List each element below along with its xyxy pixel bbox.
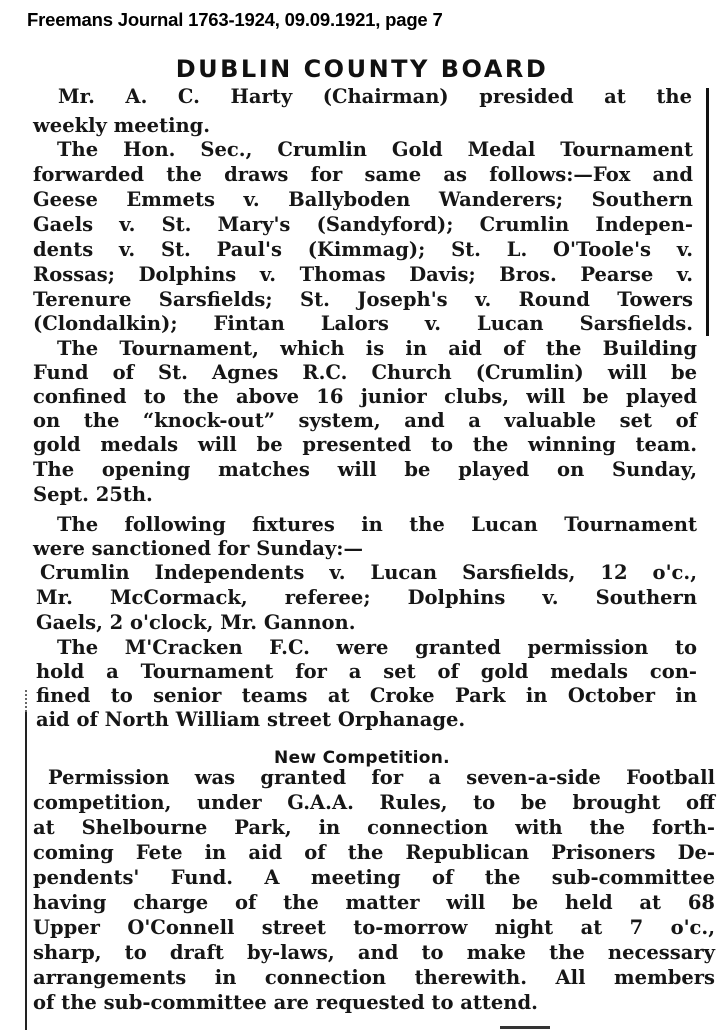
article-text-line: Rossas; Dolphins v. Thomas Davis; Bros. Pearse v. bbox=[33, 263, 693, 286]
article-text-line: Upper O'Connell street to-morrow night at 7 o'c., bbox=[33, 916, 715, 939]
article-subheading: New Competition. bbox=[274, 748, 450, 768]
article-text-line: Terenure Sarsfields; St. Joseph's v. Round Towers bbox=[33, 288, 693, 311]
article-text-line: aid of North William street Orphanage. bbox=[36, 708, 466, 731]
article-text-line: on the “knock-out” system, and a valuable set of bbox=[33, 409, 697, 432]
article-text-line: Mr. A. C. Harty (Chairman) presided at the bbox=[58, 85, 692, 108]
article-text-line: Mr. McCormack, referee; Dolphins v. Southern bbox=[36, 586, 697, 609]
article-text-line: having charge of the matter will be held at 68 bbox=[33, 891, 715, 914]
article-text-line: The opening matches will be played on Sunday, bbox=[33, 458, 697, 481]
article-text-line: weekly meeting. bbox=[33, 114, 211, 137]
article-text-line: arrangements in connection therewith. All members bbox=[33, 966, 715, 989]
article-text-line: competition, under G.A.A. Rules, to be brought off bbox=[33, 791, 715, 814]
article-text-line: Gaels, 2 o'clock, Mr. Gannon. bbox=[36, 611, 356, 634]
article-text-line: The Tournament, which is in aid of the Building bbox=[57, 337, 697, 360]
article-text-line: of the sub-committee are requested to attend. bbox=[33, 991, 538, 1014]
article-text-line: Sept. 25th. bbox=[33, 483, 153, 506]
source-caption: Freemans Journal 1763-1924, 09.09.1921, page 7 bbox=[27, 9, 443, 30]
article-text-line: confined to the above 16 junior clubs, will be played bbox=[33, 385, 697, 408]
article-text-line: The following fixtures in the Lucan Tournament bbox=[57, 513, 697, 536]
article-text-line: gold medals will be presented to the winning team. bbox=[33, 433, 697, 456]
article-text-line: coming Fete in aid of the Republican Prisoners De- bbox=[33, 841, 715, 864]
article-text-line: The M'Cracken F.C. were granted permission to bbox=[57, 636, 697, 659]
article-text-line: fined to senior teams at Croke Park in October in bbox=[36, 684, 697, 707]
column-rule-left-dotted bbox=[25, 690, 29, 712]
article-text-line: Crumlin Independents v. Lucan Sarsfields, 12 o'c., bbox=[40, 561, 697, 584]
article-text-line: dents v. St. Paul's (Kimmag); St. L. O'Toole's v. bbox=[33, 238, 693, 261]
column-rule-right bbox=[706, 88, 709, 336]
article-text-line: sharp, to draft by-laws, and to make the necessary bbox=[33, 941, 715, 964]
bottom-rule bbox=[500, 1026, 550, 1029]
article-text-line: Geese Emmets v. Ballyboden Wanderers; Southern bbox=[33, 188, 693, 211]
article-text-line: Fund of St. Agnes R.C. Church (Crumlin) will be bbox=[33, 361, 697, 384]
article-text-line: forwarded the draws for same as follows:—Fox and bbox=[33, 163, 693, 186]
article-text-line: pendents' Fund. A meeting of the sub-committee bbox=[33, 866, 715, 889]
article-headline: DUBLIN COUNTY BOARD bbox=[175, 55, 549, 83]
article-text-line: were sanctioned for Sunday:— bbox=[33, 537, 363, 560]
article-text-line: Permission was granted for a seven-a-side Football bbox=[48, 766, 715, 789]
article-text-line: The Hon. Sec., Crumlin Gold Medal Tournament bbox=[57, 138, 693, 161]
article-text-line: hold a Tournament for a set of gold medals con- bbox=[36, 660, 697, 683]
article-text-line: (Clondalkin); Fintan Lalors v. Lucan Sarsfields. bbox=[33, 312, 693, 335]
article-text-line: Gaels v. St. Mary's (Sandyford); Crumlin Indepen- bbox=[33, 213, 693, 236]
article-text-line: at Shelbourne Park, in connection with the forth- bbox=[33, 816, 715, 839]
